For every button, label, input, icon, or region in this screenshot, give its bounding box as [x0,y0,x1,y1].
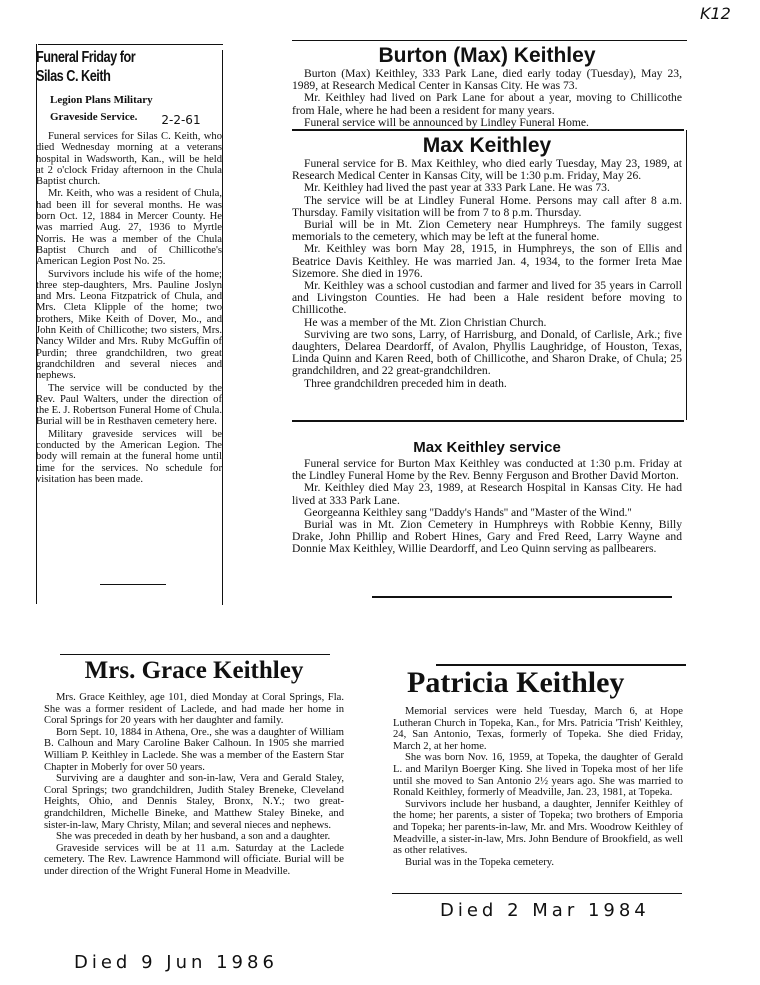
paragraph: Georgeanna Keithley sang ''Daddy's Hands'' and ''Master of the Wind.'' [304,505,632,519]
paragraph: Burial will be in Mt. Zion Cemetery near Humphreys. The family suggest memorials to the cemetery, which may be left at the funeral home. [292,218,682,244]
paragraph: Mr. Keith, who was a resident of Chula, had been ill for several months. He was born Oct. 12, 1884 in Mercer County. He was married Aug. 27, 1936 to Myrtle Norris. He was a member of the Chula Baptist Church and of Chillicothe's American Legion Post No. 25. [36,188,222,268]
subheadline-line-2 [50,108,222,125]
subheadline-text: Graveside Service. [50,111,138,123]
handwritten-note: Died 2 Mar 1984 [440,900,650,921]
paragraph: Burton (Max) Keithley, 333 Park Lane, died early today (Tuesday), May 23, 1989, at Research Medical Center in Kansas City. He was 73. [292,67,682,93]
handwritten-date: 2-2-61 [161,113,201,127]
paragraph: The service will be conducted by the Rev. Paul Walters, under the direction of the E. J. Robertson Funeral Home of Chula. Burial will be in Resthaven cemetery here. [36,382,222,428]
handwritten-note: Died 9 Jun 1986 [74,952,278,973]
headline: Max Keithley service [413,439,561,456]
paragraph: Three grandchildren preceded him in death. [304,376,507,390]
column-border-right [686,130,687,420]
article-max-keithley-service [292,438,682,556]
paragraph: Funeral service for B. Max Keithley, who died early Tuesday, May 23, 1989, at Research Medical Center in Kansas City, will be 1:30 p.m. Friday, May 26. [292,157,682,183]
paragraph: Mrs. Grace Keithley, age 101, died Monday at Coral Springs, Fla. She was a former resident of Laclede, and had made her home in Coral Springs for 20 years with her daughter and family. [44,692,344,727]
headline [36,48,225,86]
paragraph: Memorial services were held Tuesday, March 6, at Hope Lutheran Church in Topeka, Kan., for Mrs. Patricia 'Trish' Keithley, 24, San Antonio, Texas, formerly of Topeka. She died Friday, March 2, at her home. [393,706,683,752]
divider-rule [292,420,684,422]
paragraph: Funeral services for Silas C. Keith, who died Wednesday morning at a veterans hospital in Wadsworth, Kan., will be held at 2 o'clock Friday afternoon in the Chula Baptist church. [36,131,222,188]
paragraph: Born Sept. 10, 1884 in Athena, Ore., she was a daughter of William B. Calhoun and Mary Caroline Baker Calhoun. In 1905 she married William P. Keithley in Laclede. She was a member of the Eastern Star Chapter in Moberly for over 50 years. [44,726,344,773]
clipping-border-right [222,50,223,605]
divider-rule [372,596,672,598]
paragraph: She was preceded in death by her husband, a son and a daughter. [56,831,331,843]
headline-line-2: Silas C. Keith [36,68,111,85]
headline: Max Keithley [422,134,552,157]
paragraph: She was born Nov. 16, 1959, at Topeka, the daughter of Gerald L. and Marilyn Boerger King. She lived in Topeka most of her life until she moved to San Antonio 2½ years ago. She was married to Ronald Keithley, formerly of Meadville, Jan. 23, 1981, at Topeka. [393,752,683,799]
paragraph: The service will be at Lindley Funeral Home. Persons may call after 8 a.m. Thursday. Family visitation will be from 7 to 8 p.m. Thursday. [292,193,682,219]
paragraph: Mr. Keithley had lived on Park Lane for about a year, moving to Chillicothe from Hale, where he had been a resident for many years. [292,91,682,117]
paragraph: Surviving are a daughter and son-in-law, Vera and Gerald Staley, Coral Springs; two grandchildren, Judith Staley Breneke, Cleveland Heights, Ohio, and Dennis Staley, Bronx, N.Y.; two great-grandchildren, Michelle Bineke, and Matthew Staley Bineke, and sister-in-law, Mary Christy, Milan; and several nieces and nephews. [44,773,344,831]
subheadline [50,92,222,125]
article-max-keithley [292,134,682,390]
paragraph: Mr. Keithley was born May 28, 1915, in Humphreys, the son of Ellis and Beatrice Davis Keithley. He was married Jan. 4, 1934, to the former Ireta Mae Sizemore. She died in 1976. [292,242,682,280]
paragraph: Funeral service will be announced by Lindley Funeral Home. [304,115,589,129]
paragraph: Military graveside services will be conducted by the American Legion. The body will remain at the funeral home until time for the services. No schedule for visitation has been made. [36,428,222,485]
paragraph: He was a member of the Mt. Zion Christian Church. [304,315,547,329]
article-grace-keithley [44,656,344,878]
clipping-border-top [38,44,223,45]
paragraph: Survivors include his wife of the home; three step-daughters, Mrs. Pauline Joslyn and Mrs. Leona Fitzpatrick of Chula, and Mrs. Cleta Klipple of the home; two brothers, Mike Keith of Dover, Mo., and John Keith of Chillicothe; two sisters, Mrs. Nancy Wilder and Mrs. Ruby McGuffin of Purdin; three grandchildren, two great grandchildren and several nieces and nephews. [36,268,222,382]
subheadline-line-1: Legion Plans Military [50,94,153,106]
paragraph: Graveside services will be at 11 a.m. Saturday at the Laclede cemetery. The Rev. Lawrence Hammond will officiate. Burial will be under direction of the Wright Funeral Home in Meadville. [44,842,344,877]
divider-rule [60,654,330,655]
headline: Mrs. Grace Keithley [84,657,304,684]
divider-rule [292,129,684,131]
paragraph: Mr. Keithley died May 23, 1989, at Research Hospital in Kansas City. He had lived at 333 Park Lane. [292,481,682,507]
headline-line-1: Funeral Friday for [36,49,136,66]
page-mark: K12 [700,4,731,23]
divider-rule [292,40,687,41]
headline: Patricia Keithley [407,666,625,699]
paragraph: Survivors include her husband, a daughter, Jennifer Keithley of the home; her parents, a sister of Topeka; two brothers of Emporia and Topeka; her parents-in-law, Mr. and Mrs. Woodrow Keithley of Meadville, a sister-in-law, Mrs. John Bendure of Brookfield, as well as other relatives. [393,798,683,857]
paragraph: Mr. Keithley was a school custodian and farmer and lived for 35 years in Carroll and Livingston Counties. He had been a Hale resident before moving to Chillicothe. [292,279,682,317]
divider-rule [392,893,682,894]
headline: Burton (Max) Keithley [378,44,596,67]
paragraph: Burial was in the Topeka cemetery. [405,856,554,868]
article-burton-keithley [292,44,682,129]
end-rule [100,584,166,585]
paragraph: Surviving are two sons, Larry, of Harrisburg, and Donald, of Carlisle, Ark.; five daughters, Delarea Deardorff, of Avalon, Phyllis Laughridge, of Houston, Texas, Linda Quinn and Karen Reed, both of Chillicothe, and Sharon Drake, of Chula; 25 grandchildren, and 22 great-grandchildren. [292,327,682,378]
article-patricia-keithley [393,666,683,868]
paragraph: Mr. Keithley had lived the past year at 333 Park Lane. He was 73. [304,181,610,195]
article-silas-keith [36,48,222,486]
paragraph: Burial was in Mt. Zion Cemetery in Humphreys with Robbie Kenny, Billy Drake, John Phillip and Robert Hines, Gary and Fred Reed, Larry Wayne and Donnie Max Keithley, Willie Deardorff, and Leo Quinn serving as pallbearers. [292,518,682,556]
paragraph: Funeral service for Burton Max Keithley was conducted at 1:30 p.m. Friday at the Lindley Funeral Home by the Rev. Benny Ferguson and Brother David Morton. [292,457,682,483]
